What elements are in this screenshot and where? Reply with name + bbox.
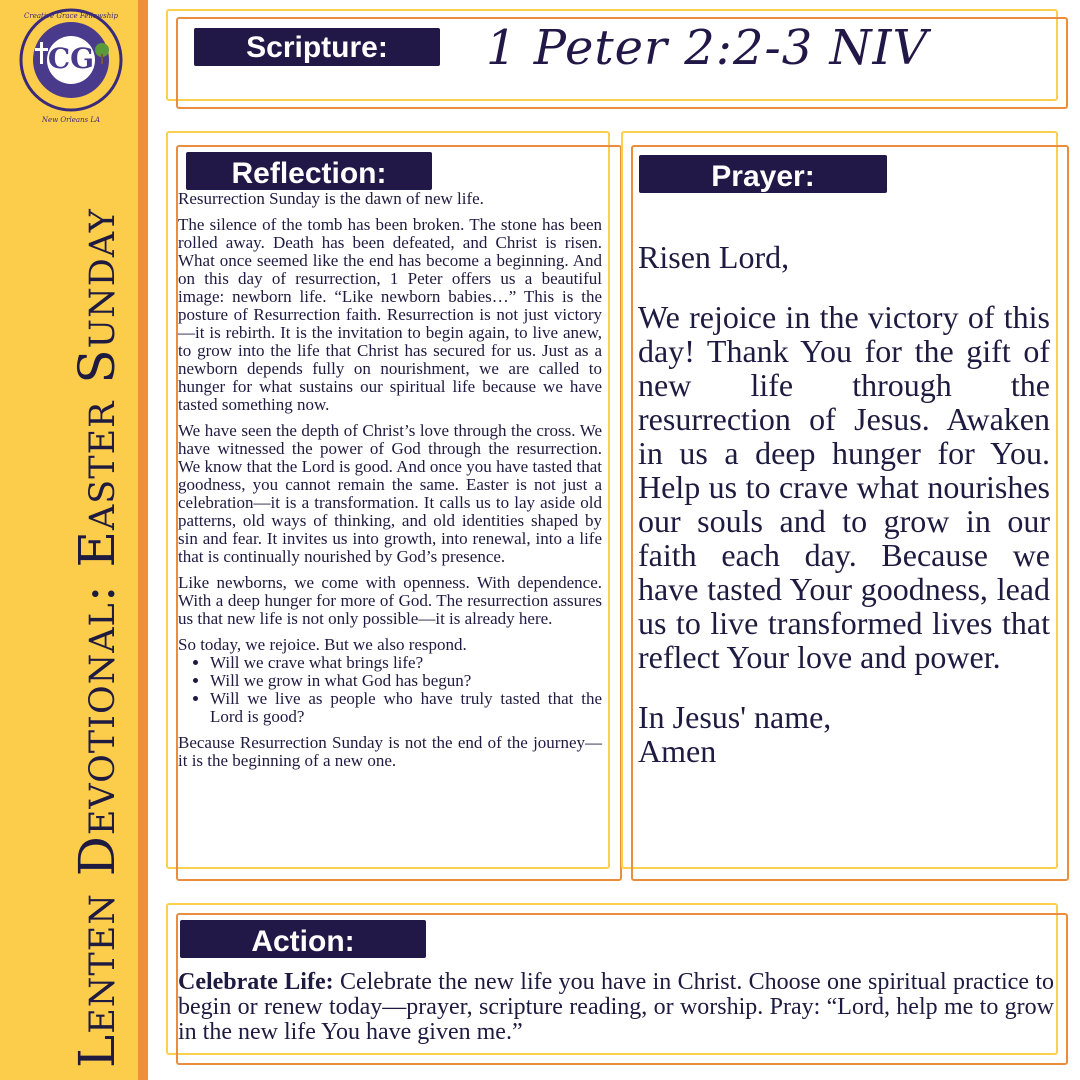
question-item: • Will we crave what brings life? (210, 654, 602, 672)
action-body (178, 970, 1054, 1045)
church-logo (18, 4, 124, 128)
cross-icon (40, 42, 43, 64)
question-item: • Will we grow in what God has begun? (210, 672, 602, 690)
reflection-paragraph: Like newborns, we come with openness. With dependence. With a deep hunger for more of God. The resurrection assures us that new life is not only possible—it is already here. (178, 573, 602, 628)
sidebar-stripe (138, 0, 148, 1080)
logo-location: New Orleans LA (41, 116, 101, 124)
prayer-paragraph: We rejoice in the victory of this day! Thank You for the gift of new life through the resurrection of Jesus. Awaken in us a deep hunger for You. Help us to crave what nourishes our souls and to grow in our faith each day. Because we have tasted Your goodness, lead us to live transformed lives that reflect Your love and power. (638, 299, 1050, 675)
action-heading: Celebrate Life: (178, 969, 340, 995)
question-item: • Will we live as people who have truly tasted that the Lord is good? (210, 690, 602, 726)
logo-monogram: CG (47, 42, 95, 75)
devotional-title: Lenten Devotional: Easter Sunday (68, 208, 126, 1068)
prayer-amen: Amen (638, 733, 717, 769)
action-description: Celebrate the new life you have in Christ. Choose one spiritual practice to begin or renew today—prayer, scripture reading, or worship. Pray: “Lord, help me to grow in the new life You have given me.” (178, 969, 1054, 1045)
prayer-greeting: Risen Lord, (638, 239, 790, 275)
reflection-paragraph: Resurrection Sunday is the dawn of new life. (178, 189, 484, 208)
action-label: Action: (180, 920, 426, 958)
reflection-closing: Because Resurrection Sunday is not the end of the journey—it is the beginning of a new one. (178, 733, 602, 770)
reflection-paragraph: The silence of the tomb has been broken. The stone has been rolled away. Death has been defeated, and Christ is risen. What once seemed like the end has become a beginning. And on this day of resurrection, 1 Peter offers us a beautiful image: newborn life. “Like newborn babies…” This is the posture of Resurrection faith. Resurrection is not just victory—it is rebirth. It is the invitation to begin again, to live anew, to grow into the life that Christ has secured for us. Just as a newborn depends fully on nourishment, we are called to hunger for what sustains our spiritual life because we have tasted something now. (178, 215, 602, 414)
reflection-paragraph: We have seen the depth of Christ’s love through the cross. We have witnessed the power of God through the resurrection. We know that the Lord is good. And once you have tasted that goodness, you cannot remain the same. Easter is not just a celebration—it is a transformation. It calls us to lay aside old patterns, old ways of thinking, and old identities shaped by sin and fear. It invites us into growth, into renewal, into a life that is continually nourished by God’s presence. (178, 421, 602, 566)
reflection-questions (178, 654, 602, 726)
reflection-label: Reflection: (186, 152, 432, 190)
prayer-closing-line: In Jesus' name, (638, 699, 832, 735)
scripture-label: Scripture: (194, 28, 440, 66)
prayer-label: Prayer: (639, 155, 887, 193)
logo-ring-text: Creative Grace Fellowship (24, 12, 118, 20)
scripture-reference: 1 Peter 2:2-3 NIV (486, 20, 929, 76)
reflection-body (178, 190, 602, 778)
prayer-body (638, 240, 1050, 768)
reflection-paragraph: So today, we rejoice. But we also respond. (178, 635, 467, 654)
